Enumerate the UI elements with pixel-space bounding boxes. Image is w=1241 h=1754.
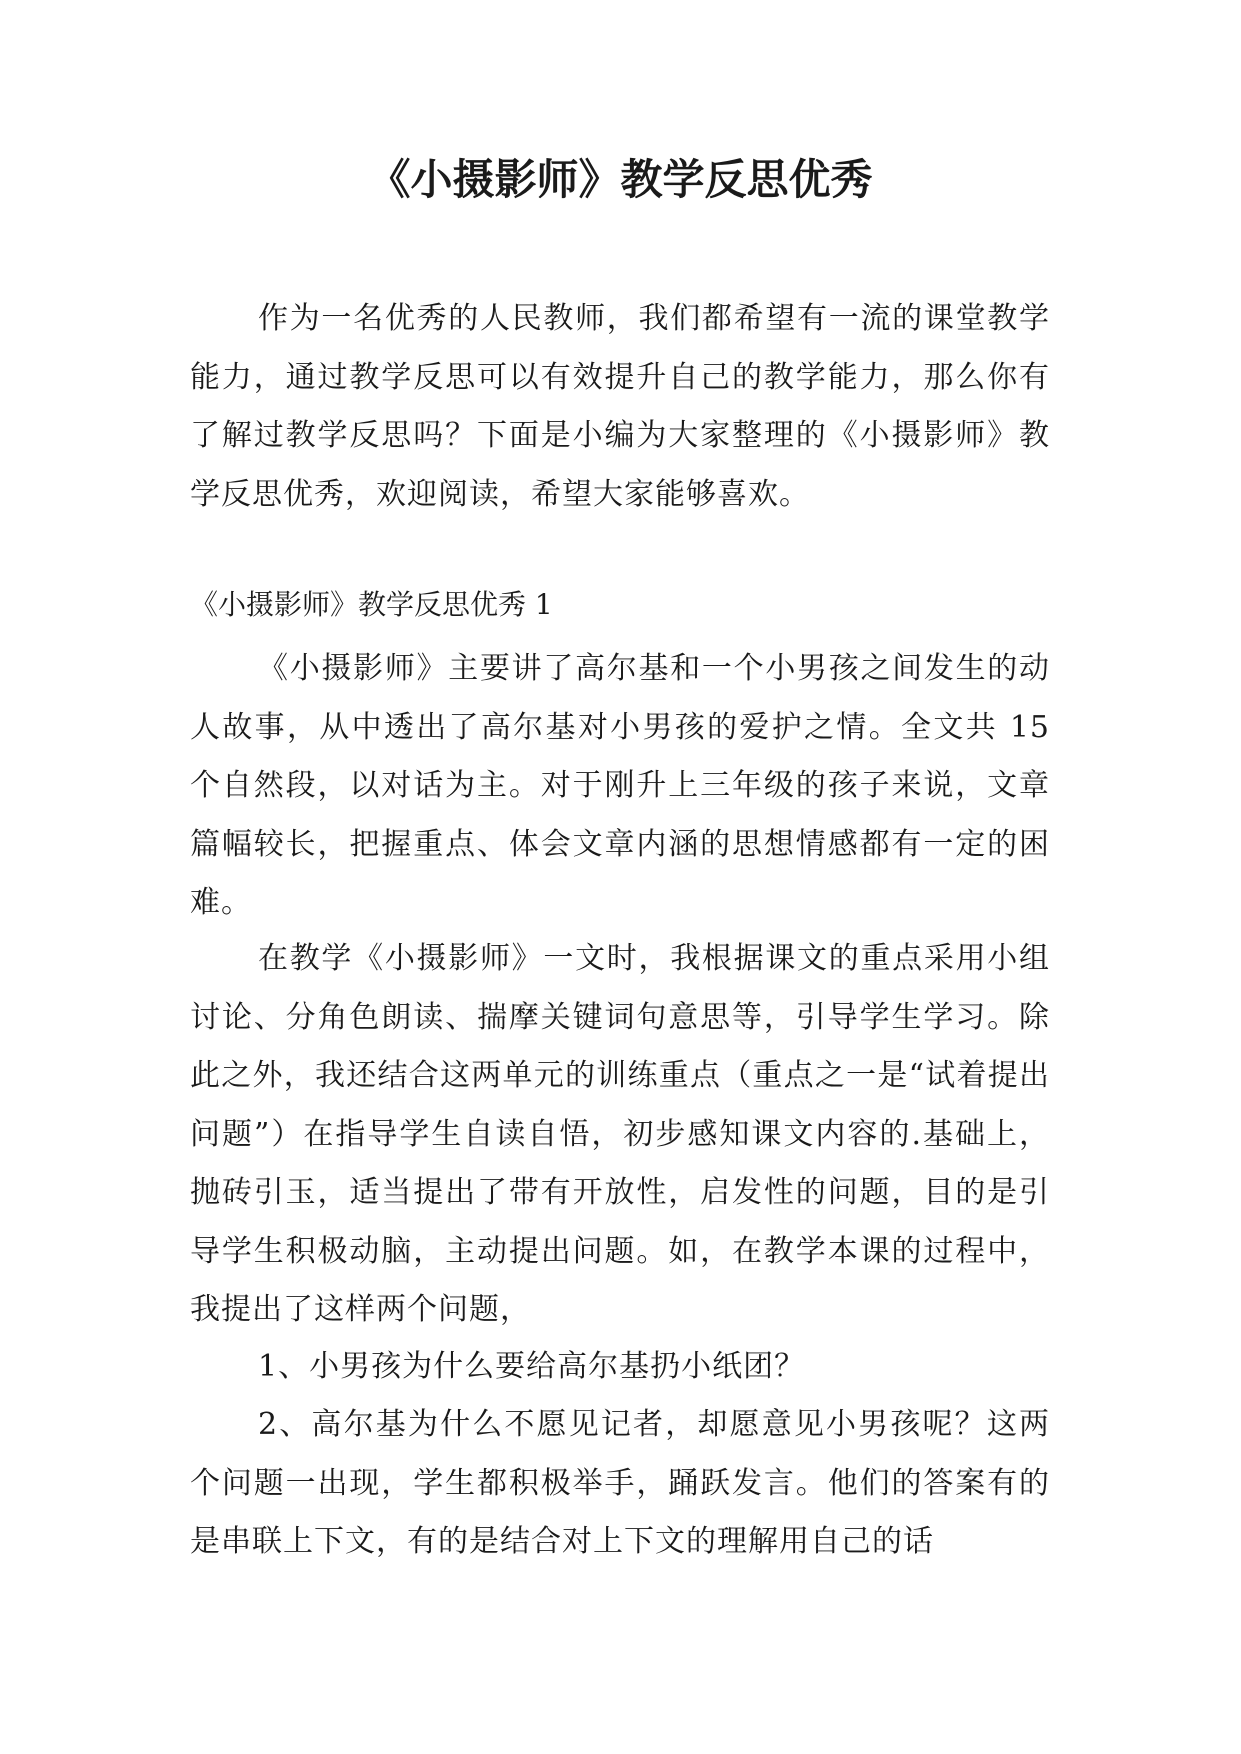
section-heading: 《小摄影师》教学反思优秀 1 <box>190 588 553 621</box>
body-paragraph: 《小摄影师》主要讲了高尔基和一个小男孩之间发生的动人故事，从中透出了高尔基对小男孩的爱护之情。全文共 15 个自然段，以对话为主。对于刚升上三年级的孩子来说，文章篇幅较长，把握重点、体会文章内涵的思想情感都有一定的困难。 <box>190 651 1050 920</box>
intro-paragraph: 作为一名优秀的人民教师，我们都希望有一流的课堂教学能力，通过教学反思可以有效提升自己的教学能力，那么你有了解过教学反思吗？下面是小编为大家整理的《小摄影师》教学反思优秀，欢迎阅读，希望大家能够喜欢。 <box>190 301 1050 512</box>
question-item: 2、高尔基为什么不愿见记者，却愿意见小男孩呢？这两个问题一出现，学生都积极举手，踊跃发言。他们的答案有的是串联上下文，有的是结合对上下文的理解用自己的话 <box>190 1407 1050 1559</box>
document-title: 《小摄影师》教学反思优秀 <box>368 155 873 204</box>
body-paragraph: 在教学《小摄影师》一文时，我根据课文的重点采用小组讨论、分角色朗读、揣摩关键词句意思等，引导学生学习。除此之外，我还结合这两单元的训练重点（重点之一是“试着提出问题”）在指导学生自读自悟，初步感知课文内容的.基础上，抛砖引玉，适当提出了带有开放性，启发性的问题，目的是引导学生积极动脑，主动提出问题。如，在教学本课的过程中，我提出了这样两个问题， <box>190 941 1050 1327</box>
question-item: 1、小男孩为什么要给高尔基扔小纸团？ <box>258 1349 806 1384</box>
